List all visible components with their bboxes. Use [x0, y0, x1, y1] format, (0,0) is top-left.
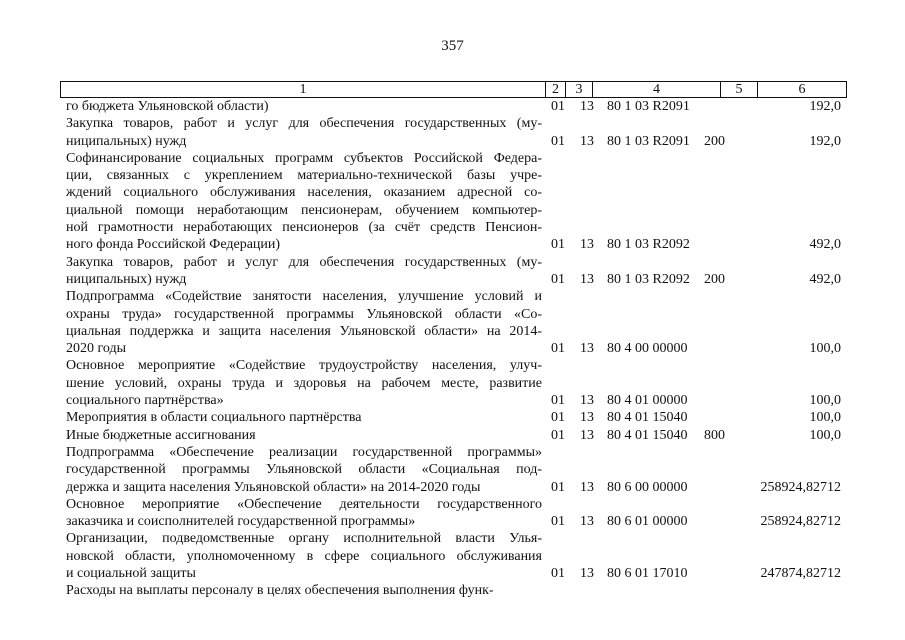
- expense-type-code: 200: [704, 133, 725, 149]
- table-row: [66, 530, 847, 582]
- description-line: Закупка товаров, работ и услуг для обеспечения государственных (му-: [66, 254, 542, 270]
- table-row: [66, 254, 847, 289]
- row-description: [66, 115, 542, 150]
- description-line: ции, связанных с укреплением материально-технической базы учре-: [66, 168, 542, 184]
- section-code: 01: [551, 410, 565, 426]
- description-line: заказчика и соисполнителей государственной программы»: [66, 514, 416, 530]
- amount-value: 100,0: [809, 393, 841, 409]
- table-header: [60, 81, 847, 98]
- row-description: [66, 530, 542, 582]
- description-line: Подпрограмма «Обеспечение реализации государственной программы»: [66, 444, 542, 460]
- target-article-code: 80 1 03 R2092: [607, 271, 690, 287]
- row-description: [66, 444, 542, 496]
- section-code: 01: [551, 133, 565, 149]
- row-description: [66, 98, 542, 115]
- section-code: 01: [551, 479, 565, 495]
- header-col-4: 4: [593, 82, 721, 97]
- description-line: ждений социального обслуживания населения, оказанием адресной со-: [66, 185, 542, 201]
- target-article-code: 80 6 01 17010: [607, 566, 688, 582]
- row-description: [66, 409, 542, 426]
- header-col-2: 2: [546, 82, 566, 97]
- row-description: [66, 150, 542, 254]
- description-line: ниципальных) нужд: [66, 271, 187, 287]
- expense-type-code: 800: [704, 427, 725, 443]
- description-line: ной грамотности неработающих пенсионеров (за счёт средств Пенсион-: [66, 220, 542, 236]
- expense-type-code: 200: [704, 271, 725, 287]
- section-code: 01: [551, 566, 565, 582]
- subsection-code: 13: [580, 514, 594, 530]
- target-article-code: 80 6 01 00000: [607, 514, 688, 530]
- subsection-code: 13: [580, 410, 594, 426]
- target-article-code: 80 1 03 R2092: [607, 237, 690, 253]
- row-description: [66, 582, 542, 599]
- amount-value: 192,0: [809, 133, 841, 149]
- description-line: Расходы на выплаты персоналу в целях обеспечения выполнения функ-: [66, 583, 494, 599]
- description-line: циальная поддержка и защита населения Ульяновской области» на 2014-: [66, 323, 542, 339]
- amount-value: 492,0: [809, 271, 841, 287]
- target-article-code: 80 4 01 00000: [607, 393, 688, 409]
- target-article-code: 80 1 03 R2091: [607, 99, 690, 114]
- amount-value: 258924,82712: [760, 514, 841, 530]
- description-line: социального партнёрства»: [66, 393, 224, 409]
- amount-value: 247874,82712: [760, 566, 841, 582]
- description-line: Софинансирование социальных программ субъектов Российской Федера-: [66, 150, 542, 166]
- description-line: ного фонда Российской Федерации): [66, 237, 281, 253]
- description-line: ниципальных) нужд: [66, 133, 187, 149]
- target-article-code: 80 6 00 00000: [607, 479, 688, 495]
- target-article-code: 80 4 01 15040: [607, 410, 688, 426]
- description-line: охраны труда» государственной программы Ульяновской области «Со-: [66, 306, 542, 322]
- amount-value: 258924,82712: [760, 479, 841, 495]
- subsection-code: 13: [580, 427, 594, 443]
- description-line: го бюджета Ульяновской области): [66, 99, 269, 114]
- description-line: 2020 годы: [66, 341, 127, 357]
- description-line: Основное мероприятие «Содействие трудоустройству населения, улуч-: [66, 358, 542, 374]
- row-description: [66, 357, 542, 409]
- table-row: [66, 444, 847, 496]
- description-line: государственной программы Ульяновской области «Социальная под-: [66, 462, 542, 478]
- table-body: [66, 98, 847, 600]
- subsection-code: 13: [580, 479, 594, 495]
- section-code: 01: [551, 514, 565, 530]
- subsection-code: 13: [580, 566, 594, 582]
- table-row: [66, 115, 847, 150]
- description-line: Иные бюджетные ассигнования: [66, 427, 256, 443]
- page-number: 357: [441, 38, 464, 54]
- subsection-code: 13: [580, 271, 594, 287]
- subsection-code: 13: [580, 341, 594, 357]
- table-row: [66, 288, 847, 357]
- section-code: 01: [551, 393, 565, 409]
- amount-value: 100,0: [809, 341, 841, 357]
- section-code: 01: [551, 427, 565, 443]
- table-row: [66, 582, 847, 599]
- target-article-code: 80 4 01 15040: [607, 427, 688, 443]
- description-line: и социальной защиты: [66, 566, 196, 582]
- target-article-code: 80 4 00 00000: [607, 341, 688, 357]
- subsection-code: 13: [580, 133, 594, 149]
- description-line: шение условий, охраны труда и здоровья на рабочем месте, развитие: [66, 375, 542, 391]
- description-line: Организации, подведомственные органу исполнительной власти Улья-: [66, 531, 542, 547]
- description-line: Мероприятия в области социального партнёрства: [66, 410, 362, 426]
- section-code: 01: [551, 99, 565, 114]
- amount-value: 100,0: [809, 410, 841, 426]
- table-row: [66, 496, 847, 531]
- target-article-code: 80 1 03 R2091: [607, 133, 690, 149]
- amount-value: 100,0: [809, 427, 841, 443]
- amount-value: 192,0: [809, 99, 841, 114]
- header-col-5: 5: [721, 82, 758, 97]
- row-description: [66, 427, 542, 444]
- amount-value: 492,0: [809, 237, 841, 253]
- description-line: новской области, уполномоченному в сфере социального обслуживания: [66, 548, 542, 564]
- section-code: 01: [551, 341, 565, 357]
- row-description: [66, 496, 542, 531]
- row-description: [66, 254, 542, 289]
- subsection-code: 13: [580, 99, 594, 114]
- section-code: 01: [551, 237, 565, 253]
- table-row: [66, 150, 847, 254]
- table-row: [66, 98, 847, 115]
- table-row: [66, 357, 847, 409]
- description-line: Закупка товаров, работ и услуг для обеспечения государственных (му-: [66, 116, 542, 132]
- description-line: Подпрограмма «Содействие занятости населения, улучшение условий и: [66, 289, 542, 305]
- description-line: держка и защита населения Ульяновской области» на 2014-2020 годы: [66, 479, 481, 495]
- row-description: [66, 288, 542, 357]
- table-row: [66, 409, 847, 426]
- header-col-1: 1: [61, 82, 546, 97]
- header-col-6: 6: [798, 81, 806, 97]
- description-line: Основное мероприятие «Обеспечение деятельности государственного: [66, 496, 542, 512]
- section-code: 01: [551, 271, 565, 287]
- header-col-3: 3: [566, 82, 593, 97]
- table-row: [66, 427, 847, 444]
- subsection-code: 13: [580, 393, 594, 409]
- subsection-code: 13: [580, 237, 594, 253]
- description-line: циальной помощи неработающим пенсионерам, обучением компьютер-: [66, 202, 542, 218]
